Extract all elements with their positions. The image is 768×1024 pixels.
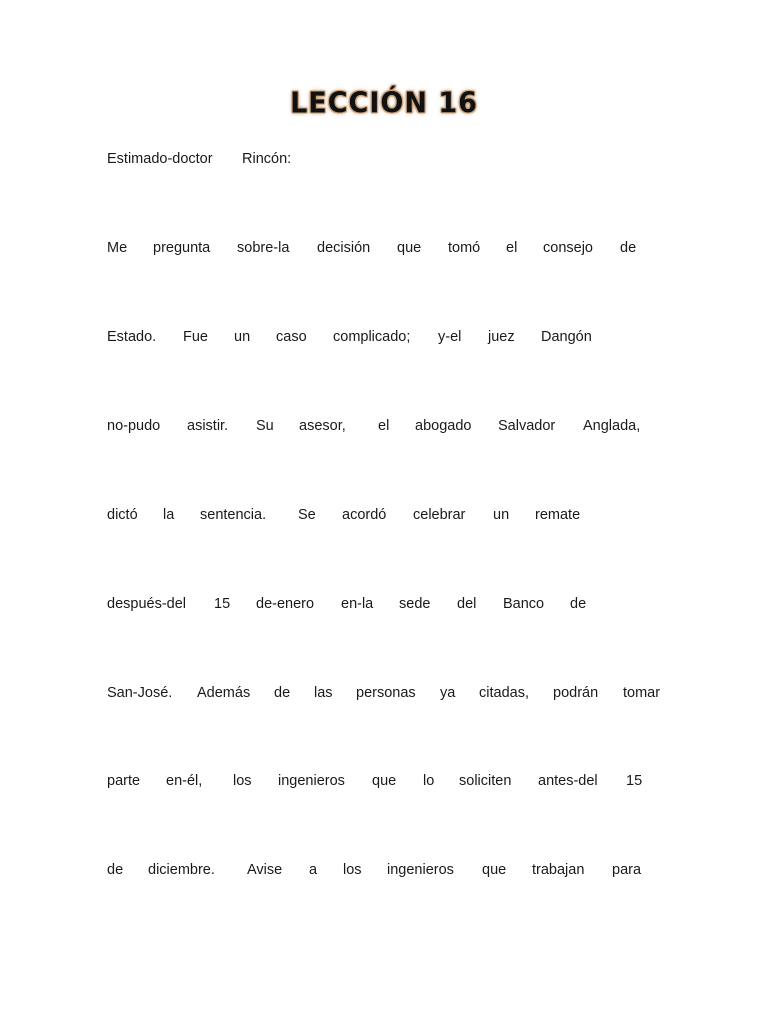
word: Su	[256, 418, 274, 434]
word: Se	[298, 507, 316, 523]
word: sentencia.	[200, 507, 267, 523]
word: las	[314, 685, 333, 701]
word: Avise	[247, 862, 283, 878]
page-title: LECCIÓN 16	[290, 87, 478, 120]
word: diciembre.	[148, 862, 215, 878]
word: Anglada,	[583, 418, 641, 434]
word: en-la	[341, 596, 374, 612]
word: remate	[535, 507, 581, 523]
word: después-del	[107, 596, 186, 612]
text-line	[107, 416, 667, 436]
word: lo	[423, 773, 435, 789]
word: del	[457, 596, 477, 612]
word: decisión	[317, 240, 371, 256]
word: y-el	[438, 329, 462, 345]
word: Estado.	[107, 329, 157, 345]
text-line	[107, 327, 667, 347]
word: pregunta	[153, 240, 211, 256]
word: de	[107, 862, 124, 878]
text-line	[107, 860, 667, 880]
word: que	[372, 773, 397, 789]
word: citadas,	[479, 685, 529, 701]
word: a	[309, 862, 318, 878]
word: ya	[440, 685, 456, 701]
word: Estimado-doctor	[107, 151, 213, 167]
word: no-pudo	[107, 418, 161, 434]
word: de	[620, 240, 637, 256]
word: juez	[488, 329, 515, 345]
word: celebrar	[413, 507, 466, 523]
word: Salvador	[498, 418, 556, 434]
word: el	[506, 240, 518, 256]
word: San-José.	[107, 685, 173, 701]
word: consejo	[543, 240, 593, 256]
word: parte	[107, 773, 141, 789]
word: que	[397, 240, 422, 256]
text-line	[107, 505, 667, 525]
word: de-enero	[256, 596, 315, 612]
word: abogado	[415, 418, 472, 434]
word: un	[493, 507, 510, 523]
word: Además	[197, 685, 251, 701]
word: tomar	[623, 685, 661, 701]
word: un	[234, 329, 251, 345]
word: los	[233, 773, 252, 789]
word: la	[163, 507, 175, 523]
word: ingenieros	[278, 773, 345, 789]
word: ingenieros	[387, 862, 454, 878]
word: de	[274, 685, 291, 701]
word: 15	[626, 773, 643, 789]
word: en-él,	[166, 773, 203, 789]
word: sobre-la	[237, 240, 290, 256]
word: antes-del	[538, 773, 598, 789]
text-line	[107, 149, 667, 169]
word: Dangón	[541, 329, 592, 345]
word: soliciten	[459, 773, 512, 789]
text-line	[107, 238, 667, 258]
word: sede	[399, 596, 431, 612]
word: Rincón:	[242, 151, 292, 167]
text-line	[107, 594, 667, 614]
word: dictó	[107, 507, 138, 523]
word: para	[612, 862, 642, 878]
word: Banco	[503, 596, 545, 612]
word: trabajan	[532, 862, 585, 878]
word: tomó	[448, 240, 481, 256]
word: caso	[276, 329, 307, 345]
word: asesor,	[299, 418, 346, 434]
word: de	[570, 596, 587, 612]
word: Me	[107, 240, 128, 256]
text-line	[107, 683, 667, 703]
word: podrán	[553, 685, 599, 701]
word: acordó	[342, 507, 387, 523]
word: el	[378, 418, 390, 434]
word: personas	[356, 685, 416, 701]
word: 15	[214, 596, 231, 612]
word: asistir.	[187, 418, 229, 434]
word: Fue	[183, 329, 208, 345]
word: los	[343, 862, 362, 878]
word: que	[482, 862, 507, 878]
text-line	[107, 771, 667, 791]
word: complicado;	[333, 329, 411, 345]
